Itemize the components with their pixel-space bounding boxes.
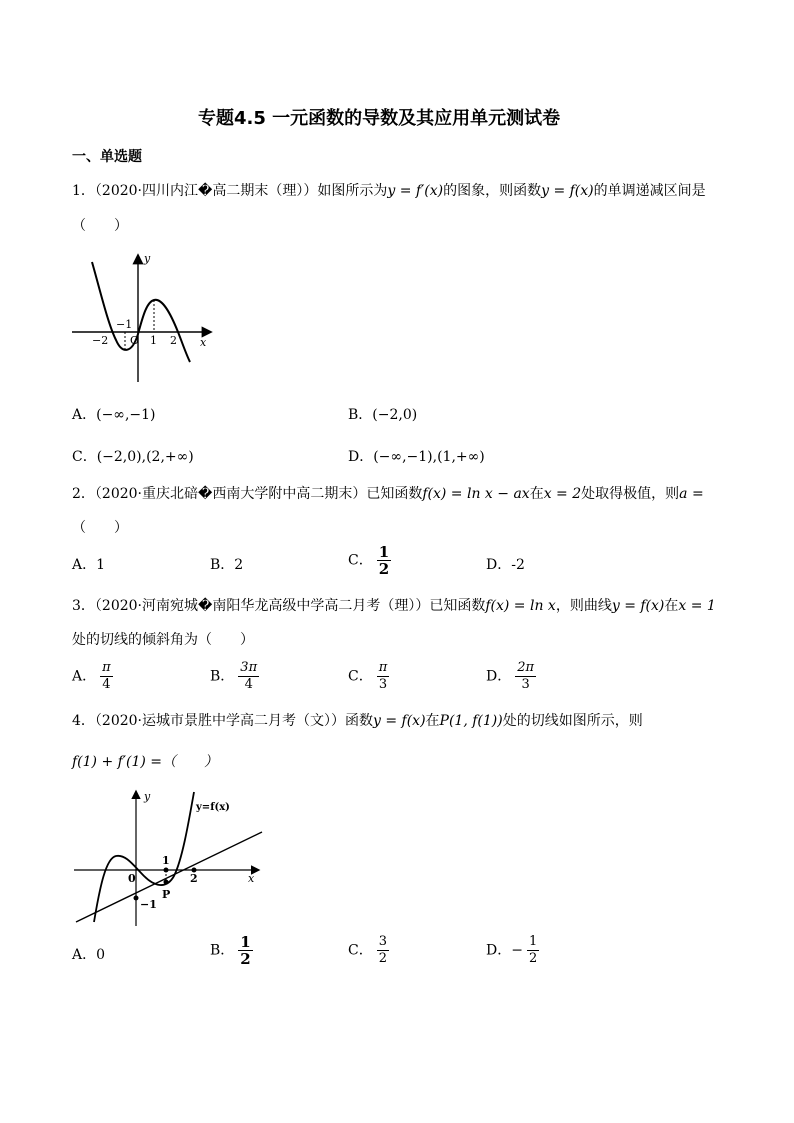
q4-option-d[interactable]	[486, 934, 539, 967]
q3-d-numerator: 2π	[517, 660, 535, 675]
q3-a-denominator: 4	[102, 677, 111, 692]
q2-option-c-label: C．	[348, 552, 373, 569]
q2-option-c[interactable]	[348, 544, 391, 577]
q3-option-b-fraction	[238, 660, 259, 693]
q2-stem-a: 2．（2020·重庆北碚�西南大学附中高二期末）已知函数	[72, 486, 423, 502]
question-2-stem	[72, 484, 704, 504]
q3-c-denominator: 3	[378, 677, 388, 692]
q1-label-2: 2	[170, 334, 177, 347]
q4-option-b[interactable]	[210, 934, 253, 967]
q3-a-numerator: π	[102, 660, 111, 675]
q3-option-a-fraction	[100, 660, 113, 693]
q1-option-c[interactable]: C．(−2,0),(2,+∞)	[72, 449, 194, 465]
q1-stem-a: 1．（2020·四川内江�高二期末（理））如图所示为	[72, 183, 388, 199]
q4-option-c-fraction	[377, 934, 389, 967]
q4-graph-figure	[70, 786, 270, 931]
q4-stem-c: 处的切线如图所示，则	[502, 713, 643, 729]
q4-label-minus1: −1	[140, 898, 157, 911]
q3-option-d-label: D．	[486, 668, 512, 685]
q3-option-c[interactable]	[348, 660, 389, 693]
q3-expr-x: x = 1	[678, 598, 716, 614]
q3-stem-c: 在	[664, 598, 679, 614]
q4-stem-b: 在	[425, 713, 440, 729]
q3-option-b[interactable]	[210, 660, 259, 693]
q1-expr-function: y = f(x)	[541, 183, 594, 199]
q1-stem-b: 的图象，则函数	[443, 183, 542, 199]
q4-d-numerator: 1	[528, 934, 538, 949]
q2-c-denominator: 2	[378, 560, 390, 578]
q1-expr-derivative: y = f′(x)	[387, 183, 444, 199]
q2-expr-x: x = 2	[543, 486, 582, 502]
q3-stem-a: 3．（2020·河南宛城�南阳华龙高级中学高二月考（理））已知函数	[72, 598, 486, 614]
q2-option-c-fraction	[377, 544, 391, 577]
q4-label-2: 2	[190, 872, 198, 885]
q2-expr-a: a =	[679, 486, 704, 502]
q2-stem-b: 在	[529, 486, 544, 502]
q3-option-a[interactable]	[72, 660, 113, 693]
q2-option-a[interactable]: A．1	[72, 557, 106, 573]
q4-point-minus1	[134, 896, 139, 901]
q1-label-minus1: −1	[116, 318, 133, 331]
q3-option-b-label: B．	[210, 668, 235, 685]
q4-option-d-label: D．−	[486, 942, 523, 959]
question-4-stem	[72, 711, 643, 731]
q4-label-1: 1	[162, 854, 170, 867]
q1-label-minus2: −2	[92, 334, 109, 347]
q2-option-d[interactable]: D．-2	[486, 557, 525, 573]
q4-point-1	[164, 868, 169, 873]
q1-graph-figure	[70, 250, 220, 385]
q4-label-p: P	[162, 888, 171, 901]
q2-option-b[interactable]: B．2	[210, 557, 244, 573]
q3-expr-curve: y = f(x)	[611, 598, 665, 614]
q1-option-b[interactable]: B．(−2,0)	[348, 407, 418, 423]
q3-stem-line2: 处的切线的倾斜角为（ ）	[72, 632, 254, 648]
q2-c-numerator: 1	[378, 543, 390, 561]
page-title: 专题4.5 一元函数的导数及其应用单元测试卷	[198, 108, 561, 129]
q4-option-b-label: B．	[210, 942, 235, 959]
q3-expr-function: f(x) = ln x	[485, 598, 556, 614]
q3-c-numerator: π	[378, 660, 388, 675]
question-1-stem	[72, 181, 706, 201]
q1-stem-c: 的单调递减区间是	[593, 183, 706, 199]
q4-option-d-fraction	[527, 934, 539, 967]
q4-b-numerator: 1	[240, 933, 251, 951]
q4-label-origin: 0	[128, 872, 136, 885]
q1-label-x: x	[200, 336, 207, 349]
q1-option-d[interactable]: D．(−∞,−1),(1,+∞)	[348, 449, 485, 465]
q3-option-d[interactable]	[486, 660, 536, 693]
q1-label-y: y	[144, 252, 151, 265]
q4-expr-function: y = f(x)	[373, 713, 426, 729]
q1-label-origin: O	[130, 334, 140, 347]
q2-stem-c: 处取得极值，则	[581, 486, 680, 502]
q4-stem-line2: f(1) + f′(1) =（ ）	[72, 754, 219, 770]
q1-curve	[92, 262, 190, 362]
q4-option-a[interactable]: A．0	[72, 947, 106, 963]
q4-label-y: y	[144, 790, 151, 803]
q1-label-1: 1	[150, 334, 157, 347]
q4-label-curve: y=f(x)	[196, 802, 230, 813]
q4-point-p	[164, 880, 169, 885]
q3-option-d-fraction	[515, 660, 536, 693]
q1-answer-paren: （ ）	[72, 218, 128, 234]
q3-stem-b: ，则曲线	[555, 598, 612, 614]
q4-c-denominator: 2	[378, 951, 387, 966]
q4-expr-point: P(1, f(1))	[439, 713, 503, 729]
q1-option-a[interactable]: A．(−∞,−1)	[72, 407, 156, 423]
q4-stem-a: 4．（2020·运城市景胜中学高二月考（文））函数	[72, 713, 373, 729]
q4-option-b-fraction	[238, 934, 252, 967]
q3-option-c-label: C．	[348, 668, 373, 685]
q4-label-x: x	[248, 872, 255, 885]
q3-b-numerator: 3π	[240, 660, 258, 675]
q4-b-denominator: 2	[240, 950, 251, 968]
q3-d-denominator: 3	[521, 677, 530, 692]
q4-d-denominator: 2	[528, 951, 538, 966]
q3-b-denominator: 4	[244, 677, 253, 692]
q4-c-numerator: 3	[378, 934, 387, 949]
section-heading: 一、单选题	[72, 149, 142, 165]
q2-expr-function: f(x) = ln x − ax	[422, 486, 530, 502]
q4-option-c-label: C．	[348, 942, 373, 959]
q4-option-c[interactable]	[348, 934, 389, 967]
q3-option-c-fraction	[377, 660, 390, 693]
q3-option-a-label: A．	[72, 668, 97, 685]
question-3-stem	[72, 596, 716, 616]
q2-answer-paren: （ ）	[72, 520, 128, 536]
